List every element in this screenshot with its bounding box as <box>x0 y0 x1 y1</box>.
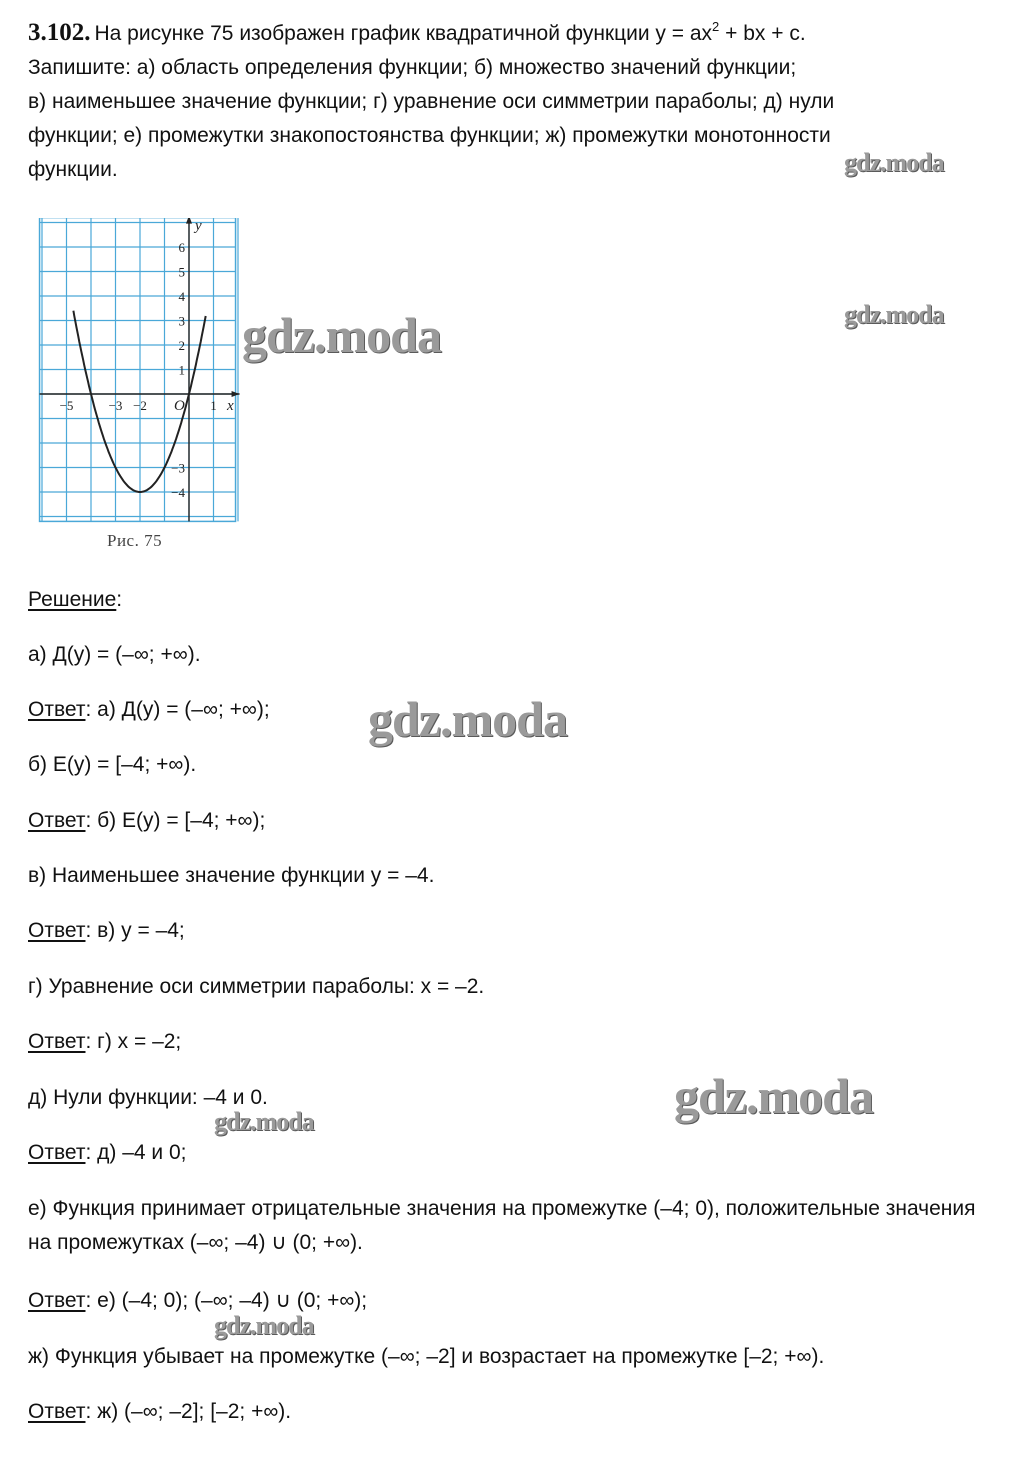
answer-text: : в) y = –4; <box>85 919 185 942</box>
watermark: gdz.moda <box>844 148 944 177</box>
solution-v: в) Наименьшее значение функции y = –4. <box>28 864 435 887</box>
x-axis-label: x <box>226 398 234 414</box>
x-tick-label: −2 <box>133 398 147 413</box>
origin-label: O <box>174 398 185 414</box>
answer-text: : а) Д(y) = (–∞; +∞); <box>85 698 270 721</box>
watermark: gdz.moda <box>242 307 441 363</box>
answer-a <box>28 693 998 727</box>
answer-d <box>28 1136 998 1170</box>
solution-a: а) Д(y) = (–∞; +∞). <box>28 643 201 666</box>
y-tick-label: 4 <box>178 289 185 304</box>
solution-zh: ж) Функция убывает на промежутке (–∞; –2] и возрастает на промежутке [–2; +∞). <box>28 1345 825 1368</box>
answer-label: Ответ <box>28 809 86 832</box>
problem-line-2: Запишите: а) область определения функции; б) множество значений функции; <box>28 56 797 79</box>
problem-line-3: в) наименьшее значение функции; г) уравнение оси симметрии параболы; д) нули <box>28 90 835 113</box>
solution-header <box>28 583 998 617</box>
answer-text: : ж) (–∞; –2]; [–2; +∞). <box>85 1400 292 1423</box>
problem-line-5: функции. <box>28 158 118 181</box>
answer-text: : б) Е(y) = [–4; +∞); <box>85 809 266 832</box>
chart-labels <box>60 218 234 500</box>
chart-grid <box>40 218 238 521</box>
answer-text: : г) x = –2; <box>85 1030 182 1053</box>
problem-text-end: + bx + c. <box>719 22 806 45</box>
problem-line-4: функции; е) промежутки знакопостоянства функции; ж) промежутки монотонности <box>28 124 831 147</box>
answer-label: Ответ <box>28 919 86 942</box>
y-tick-label: 6 <box>178 240 185 255</box>
answer-label: Ответ <box>28 698 86 721</box>
answer-text: : е) (–4; 0); (–∞; –4) ∪ (0; +∞); <box>85 1289 368 1312</box>
y-tick-label: −3 <box>171 460 185 476</box>
x-tick-label: −3 <box>108 398 123 413</box>
answer-label: Ответ <box>28 1030 86 1053</box>
answer-label: Ответ <box>28 1289 86 1312</box>
exponent: 2 <box>712 19 720 34</box>
solution-header-text: Решение <box>28 588 117 611</box>
answer-label: Ответ <box>28 1400 86 1423</box>
y-tick-label: −4 <box>171 485 185 500</box>
answer-text: : д) –4 и 0; <box>85 1141 187 1164</box>
x-tick-label: 1 <box>210 398 217 413</box>
answer-v <box>28 914 998 948</box>
answer-zh <box>28 1395 998 1429</box>
y-axis-label: y <box>195 218 202 234</box>
problem-statement <box>28 16 988 187</box>
solution-e: е) Функция принимает отрицательные значения на промежутке (–4; 0), положительные значения на промежутках (–∞; –4) ∪ (0; +∞). <box>28 1197 976 1254</box>
solution-header-colon: : <box>116 588 123 611</box>
solution-d: д) Нули функции: –4 и 0. <box>28 1086 268 1109</box>
problem-text: На рисунке 75 изображен график квадратичной функции y = ax <box>94 22 713 45</box>
parabola-chart <box>38 218 248 523</box>
watermark: gdz.moda <box>214 1107 314 1136</box>
solution-b: б) Е(y) = [–4; +∞). <box>28 753 197 776</box>
watermark: gdz.moda <box>214 1311 314 1340</box>
answer-g <box>28 1025 998 1059</box>
figure-caption: Рис. 75 <box>107 531 163 550</box>
problem-number: 3.102. <box>28 19 91 46</box>
answer-b <box>28 804 998 838</box>
problem-line-1 <box>28 16 988 51</box>
watermark: gdz.moda <box>844 300 944 329</box>
answer-label: Ответ <box>28 1141 86 1164</box>
watermark: gdz.moda <box>674 1068 873 1124</box>
y-tick-label: 3 <box>178 313 185 329</box>
solution-g: г) Уравнение оси симметрии параболы: x = –2. <box>28 975 485 998</box>
x-tick-label: −5 <box>59 398 74 413</box>
y-axis-arrow <box>186 218 192 224</box>
y-tick-label: 2 <box>178 338 185 353</box>
watermark: gdz.moda <box>368 691 567 747</box>
y-tick-label: 1 <box>178 362 185 378</box>
answer-e <box>28 1284 998 1318</box>
y-tick-label: 5 <box>178 264 185 280</box>
parabola-figure <box>38 218 248 528</box>
